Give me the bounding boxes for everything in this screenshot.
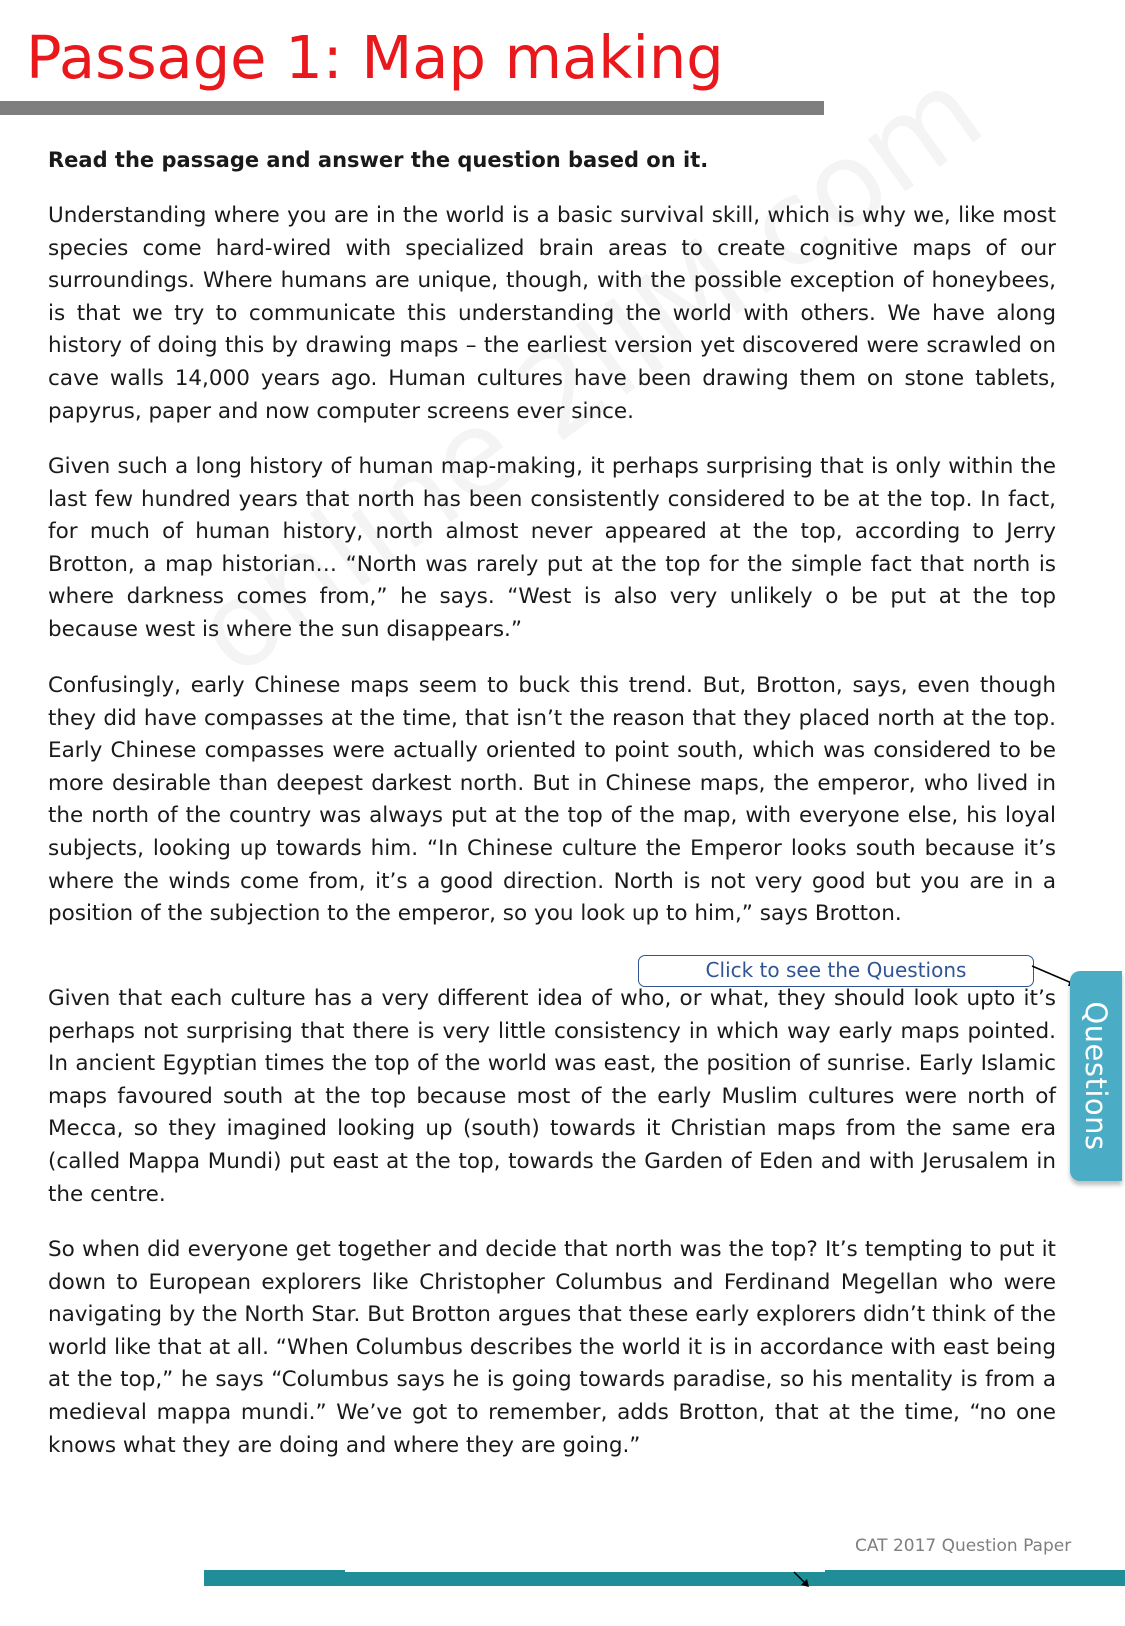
title-underline-bar bbox=[0, 101, 824, 115]
questions-tab-label: Questions bbox=[1079, 1001, 1113, 1151]
see-questions-link[interactable]: Click to see the Questions bbox=[638, 955, 1034, 987]
footer-arrow-icon bbox=[792, 1570, 814, 1590]
passage-paragraph-2: Given such a long history of human map-making, it perhaps surprising that is only within the last few hundred years that north has been consistently considered to be at the top. In fact, for much of human history, north almost never appeared at the top, according to Jerry Brotton, a map historian… “North was rarely put at the top for the simple fact that north is where darkness comes from,” he says. “West is also very unlikely o be put at the top because west is where the sun disappears.” bbox=[48, 454, 1056, 642]
questions-side-tab[interactable] bbox=[1070, 971, 1122, 1181]
page-title: Passage 1: Map making bbox=[26, 23, 724, 92]
passage-paragraph-3: Confusingly, early Chinese maps seem to buck this trend. But, Brotton, says, even though they did have compasses at the time, that isn’t the reason that they placed north at the top. Early Chinese compasses were actually oriented to point south, which was considered to be more desirable than deepest darkest north. But in Chinese maps, the emperor, who lived in the north of the country was always put at the top of the map, with everyone else, his loyal subjects, looking up towards him. “In Chinese culture the Emperor looks south because it’s where the winds come from, it’s a good direction. North is not very good but you are in a position of the subjection to the emperor, so you look up to him,” says Brotton. bbox=[48, 673, 1056, 927]
footer-bar bbox=[204, 1570, 1125, 1586]
footer-label: CAT 2017 Question Paper bbox=[855, 1536, 1072, 1556]
passage-paragraph-5: So when did everyone get together and decide that north was the top? It’s tempting to put it down to European explorers like Christopher Columbus and Ferdinand Megellan who were navigating by the North Star. But Brotton argues that these early explorers didn’t think of the world like that at all. “When Columbus describes the world it is in accordance with east being at the top,” he says “Columbus says he is going towards paradise, so his mentality is from a medieval mappa mundi.” We’ve got to remember, adds Brotton, that at the time, “no one knows what they are doing and where they are going.” bbox=[48, 1237, 1056, 1458]
passage-paragraph-4: Given that each culture has a very different idea of who, or what, they should look upto it’s perhaps not surprising that there is very little consistency in which way early maps pointed. In ancient Egyptian times the top of the world was east, the position of sunrise. Early Islamic maps favoured south at the top because most of the early Muslim cultures were north of Mecca, so they imagined looking up (south) towards it Christian maps from the same era (called Mappa Mundi) put east at the top, towards the Garden of Eden and with Jerusalem in the centre. bbox=[48, 986, 1056, 1207]
instruction-text: Read the passage and answer the question based on it. bbox=[48, 148, 709, 172]
passage-paragraph-1: Understanding where you are in the world is a basic survival skill, which is why we, like most species come hard-wired with specialized brain areas to create cognitive maps of our surroundings. Where humans are unique, though, with the possible exception of honeybees, is that we try to communicate this understanding the world with others. We have along history of doing this by drawing maps – the earliest version yet discovered were scrawled on cave walls 14,000 years ago. Human cultures have been drawing them on stone tablets, papyrus, paper and now computer screens ever since. bbox=[48, 203, 1056, 424]
footer-bar-gap bbox=[345, 1568, 825, 1572]
